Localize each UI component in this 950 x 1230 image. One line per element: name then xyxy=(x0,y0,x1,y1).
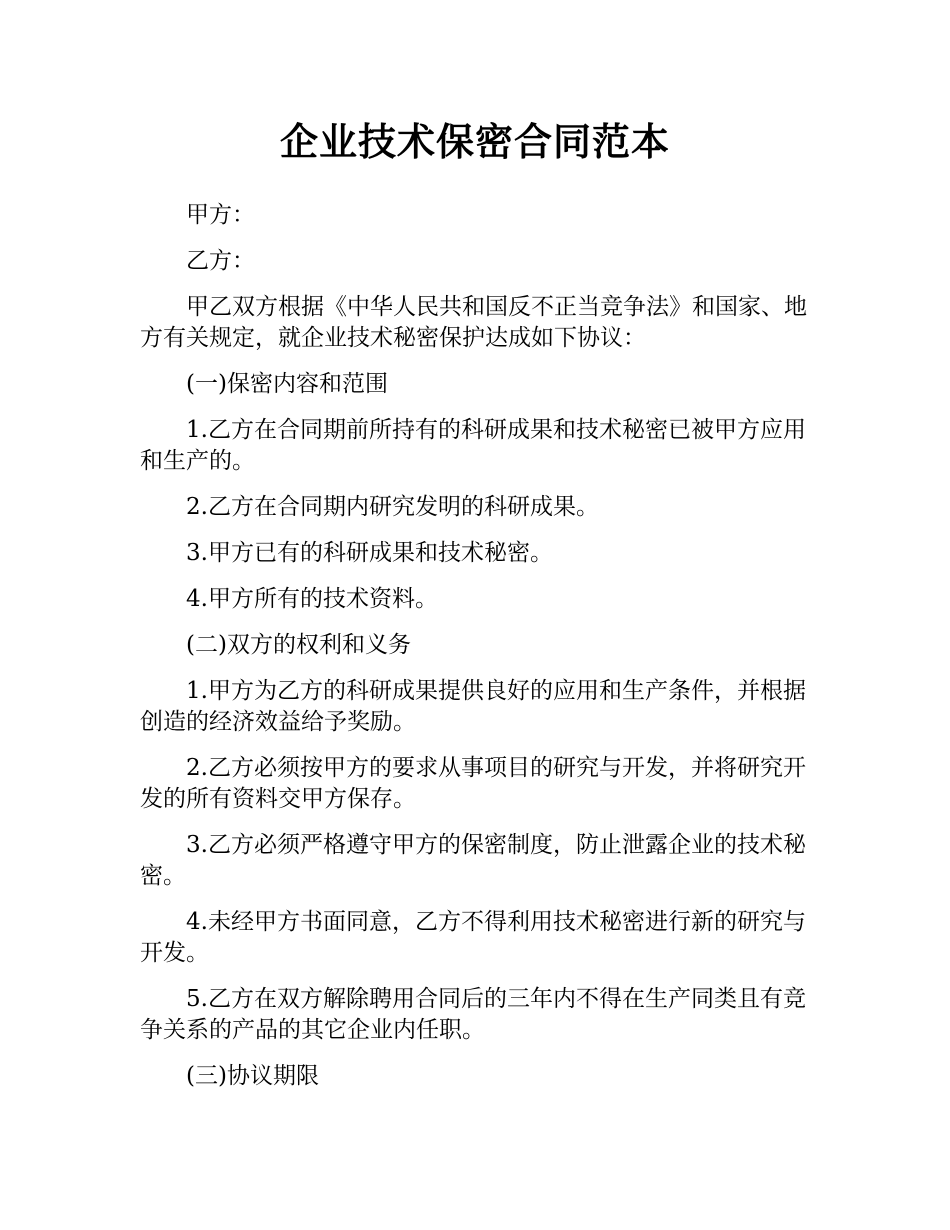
party-b-line: 乙方： xyxy=(186,248,255,274)
clause-paragraph: 3.乙方必须严格遵守甲方的保密制度，防止泄露企业的技术秘密。 xyxy=(140,832,806,889)
clause-paragraph: 5.乙方在双方解除聘用合同后的三年内不得在生产同类且有竞争关系的产品的其它企业内任职。 xyxy=(140,986,806,1043)
section-heading: (三)协议期限 xyxy=(186,1063,319,1089)
clause-paragraph: 4.未经甲方书面同意，乙方不得利用技术秘密进行新的研究与开发。 xyxy=(140,909,806,966)
clause-paragraph: 4.甲方所有的技术资料。 xyxy=(186,586,438,612)
document-title: 企业技术保密合同范本 xyxy=(279,120,670,164)
preamble-paragraph: 甲乙双方根据《中华人民共和国反不正当竞争法》和国家、地方有关规定，就企业技术秘密保护达成如下协议： xyxy=(140,294,807,351)
clause-paragraph: 2.乙方在合同期内研究发明的科研成果。 xyxy=(186,494,599,520)
section-heading: (二)双方的权利和义务 xyxy=(186,632,411,658)
clause-paragraph: 2.乙方必须按甲方的要求从事项目的研究与开发，并将研究开发的所有资料交甲方保存。 xyxy=(140,755,806,812)
section-heading: (一)保密内容和范围 xyxy=(186,371,388,397)
clause-paragraph: 1.乙方在合同期前所持有的科研成果和技术秘密已被甲方应用和生产的。 xyxy=(140,417,806,474)
clause-paragraph: 3.甲方已有的科研成果和技术秘密。 xyxy=(186,540,553,566)
clause-paragraph: 1.甲方为乙方的科研成果提供良好的应用和生产条件，并根据创造的经济效益给予奖励。 xyxy=(140,678,806,735)
party-a-line: 甲方： xyxy=(186,202,255,228)
document-body xyxy=(140,200,812,1107)
